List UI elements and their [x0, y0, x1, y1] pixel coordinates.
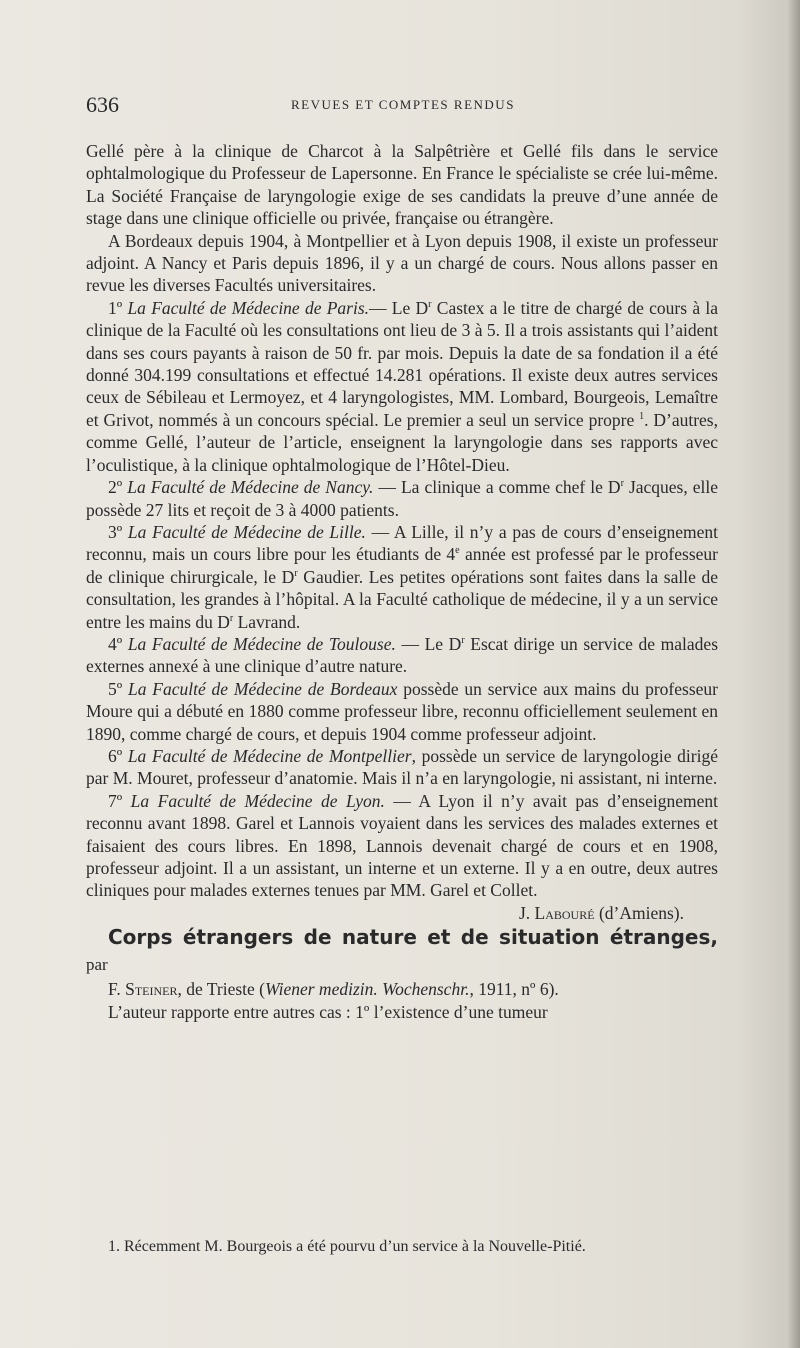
faculty-title-montpellier: La Faculté de Médecine de Montpellier	[127, 745, 412, 766]
reference-author: F. Steiner,	[108, 979, 182, 1000]
paragraph-1: Gellé père à la clinique de Charcot à la Salpêtrière et Gellé fils dans le service ophtalmologique du Professeur de Lapersonne. En France le spécialiste se crée lui-même. La Société Française de laryngologie exige de ses candidats la preuve d’une année de stage dans une clinique officielle ou privée, française ou étrangère.	[86, 141, 718, 229]
section-heading: Corps étrangers de nature et de situation étranges, par	[86, 925, 718, 975]
running-head: REVUES ET COMPTES RENDUS	[291, 97, 515, 112]
author-signature: J. Labouré (d’Amiens).	[518, 902, 684, 923]
footnote: 1. Récemment M. Bourgeois a été pourvu d’un service à la Nouvelle-Pitié.	[108, 1238, 586, 1255]
paragraph-lyon: 7º La Faculté de Médecine de Lyon. — A Lyon il n’y avait pas d’enseignement reconnu avant 1898. Garel et Lannois voyaient dans les services des malades externes et faisaient des cours libres. En 1898, Lannois devenait chargé de cours et en 1908, professeur adjoint. Il a un assistant, un interne et un externe. Il y a en outre, deux autres cliniques pour malades externes tenues par MM. Garel et Collet.	[86, 790, 718, 901]
faculty-title-toulouse: La Faculté de Médecine de Toulouse.	[127, 633, 396, 654]
faculty-title-lyon: La Faculté de Médecine de Lyon.	[130, 790, 385, 811]
faculty-title-nancy: La Faculté de Médecine de Nancy.	[127, 477, 374, 498]
paragraph-2: A Bordeaux depuis 1904, à Montpellier et à Lyon depuis 1908, il existe un professeur adjoint. A Nancy et Paris depuis 1896, il y a un chargé de cours. Nous allons passer en revue les diverses Facultés universitaires.	[86, 230, 718, 296]
page-edge-shadow	[786, 0, 800, 1348]
page-number: 636	[86, 92, 119, 117]
paragraph-lille: 3º La Faculté de Médecine de Lille. — A Lille, il n’y a pas de cours d’enseignement reconnu, mais un cours libre pour les étudiants de 4e année est professé par le professeur de clinique chirurgicale, le $D^r$ Gaudier. Les petites opérations sont faites dans la salle de consultation, les grandes à l’hôpital. A la Faculté catholique de médecine, il y a un service entre les mains du $D^r$ Lavrand.	[86, 521, 719, 632]
reference-journal: Wiener medizin. Wochenschr.	[264, 979, 470, 1000]
faculty-title-paris: La Faculté de Médecine de Paris.	[127, 297, 370, 318]
section-body: L’auteur rapporte entre autres cas : 1º l’existence d’une tumeur	[108, 1001, 548, 1022]
page-header	[86, 92, 716, 122]
section-reference: F. Steiner, de Trieste (Wiener medizin. Wochenschr., 1911, nº 6).	[108, 979, 559, 1000]
paragraph-nancy: 2º La Faculté de Médecine de Nancy. — La clinique a comme chef le $D^r$ Jacques, elle possède 27 lits et reçoit de 3 à 4000 patients.	[86, 477, 719, 520]
item-number: 1º	[108, 297, 123, 318]
footnote-ref: 1	[639, 411, 645, 423]
faculty-title-lille: La Faculté de Médecine de Lille.	[127, 521, 366, 542]
paragraph-bordeaux: 5º La Faculté de Médecine de Bordeaux possède un service aux mains du professeur Moure qui a débuté en 1880 comme professeur libre, reconnu officiellement seulement en 1890, comme chargé de cours, et depuis 1904 comme professeur adjoint.	[86, 678, 718, 744]
signature-name: Labouré	[534, 902, 595, 923]
faculty-title-bordeaux: La Faculté de Médecine de Bordeaux	[128, 678, 398, 699]
paragraph-toulouse: 4º La Faculté de Médecine de Toulouse. — Le $D^r$ Escat dirige un service de malades externes annexé à une clinique d’autre nature.	[86, 633, 719, 677]
paragraph-montpellier: 6º La Faculté de Médecine de Montpellier, possède un service de laryngologie dirigé par M. Mouret, professeur d’anatomie. Mais il n’a en laryngologie, ni assistant, ni interne.	[86, 745, 719, 789]
body-text	[86, 140, 718, 1023]
paragraph-paris: 1º La Faculté de Médecine de Paris.— Le $D^r$ Castex a le titre de chargé de cours à la clinique de la Faculté où les consultations ont lieu de 3 à 5. Il a trois assistants qui l’aident dans ses cours payants à raison de 50 fr. par mois. Depuis la date de sa fondation il a été donné 304.199 consultations et effectué 14.281 opérations. Il existe deux autres services ceux de Sébileau et Lermoyez, et 4 laryngologistes, MM. Lombard, Bourgeois, Lemaître et Grivot, nommés à un concours spécial. Le premier a seul un service propre $^1$. D’autres, comme Gellé, l’auteur de l’article, enseignent la laryngologie dans ses rapports avec l’oculistique, à la clinique ophtalmologique de l’Hôtel-Dieu.	[86, 297, 718, 475]
